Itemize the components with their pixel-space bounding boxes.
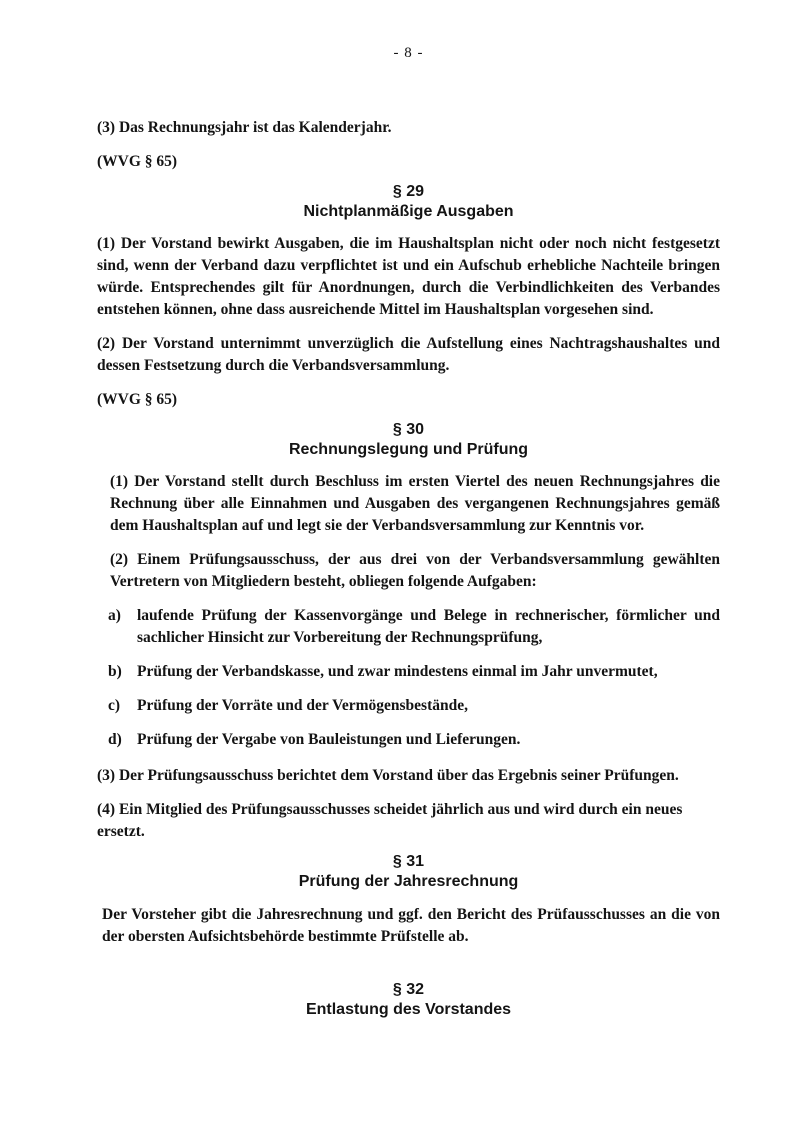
section-heading-31 <box>97 852 720 892</box>
paragraph-29-1: (1) Der Vorstand bewirkt Ausgaben, die im Haushaltsplan nicht oder noch nicht festgesetzt sind, wenn der Verband dazu verpflichtet ist und ein Aufschub erhebliche Nachteile bringen würde. Entsprechendes gilt für Anordnungen, durch die Verbindlichkeiten des Verbandes entstehen können, ohne dass ausreichende Mittel im Haushaltsplan vorgesehen sind. <box>97 235 720 318</box>
list-item-text: Prüfung der Vergabe von Bauleistungen und Lieferungen. <box>137 731 521 748</box>
list-item-text: Prüfung der Vorräte und der Vermögensbestände, <box>137 697 468 714</box>
list-item-b <box>108 661 720 683</box>
section-number-32: § 32 <box>392 981 425 998</box>
paragraph-30-2: (2) Einem Prüfungsausschuss, der aus drei von der Verbandsversammlung gewählten Vertretern von Mitgliedern besteht, obliegen folgende Aufgaben: <box>110 551 720 590</box>
section-heading-30 <box>97 420 720 460</box>
page-number: - 8 - <box>393 45 424 61</box>
list-item-label: c) <box>108 697 121 714</box>
paragraph-30-3: (3) Der Prüfungsausschuss berichtet dem Vorstand über das Ergebnis seiner Prüfungen. <box>97 767 679 784</box>
section-number-31: § 31 <box>392 853 425 870</box>
list-item-label: b) <box>108 663 122 680</box>
list-item-text: laufende Prüfung der Kassenvorgänge und Belege in rechnerischer, förmlicher und sachlicher Hinsicht zur Vorbereitung der Rechnungsprüfung, <box>137 607 720 646</box>
section-number-29: § 29 <box>392 183 425 200</box>
paragraph-30-4: (4) Ein Mitglied des Prüfungsausschusses scheidet jährlich aus und wird durch ein neues ersetzt. <box>97 801 683 840</box>
section-number-30: § 30 <box>392 421 425 438</box>
list-item-label: a) <box>108 607 121 624</box>
section-heading-29 <box>97 182 720 222</box>
section-title-30: Rechnungslegung und Prüfung <box>288 441 529 458</box>
list-item-label: d) <box>108 731 122 748</box>
wvg-reference-2: (WVG § 65) <box>97 391 178 408</box>
paragraph-rechnungsjahr: (3) Das Rechnungsjahr ist das Kalenderjahr. <box>97 119 392 136</box>
wvg-reference-1: (WVG § 65) <box>97 153 178 170</box>
paragraph-30-1: (1) Der Vorstand stellt durch Beschluss im ersten Viertel des neuen Rechnungsjahres die Rechnung über alle Einnahmen und Ausgaben des vergangenen Rechnungsjahres gemäß dem Haushaltsplan auf und legt sie der Verbandsversammlung zur Kenntnis vor. <box>110 473 720 534</box>
list-item-a <box>108 605 720 649</box>
paragraph-29-2: (2) Der Vorstand unternimmt unverzüglich die Aufstellung eines Nachtragshaushaltes und dessen Festsetzung durch die Verbandsversammlung. <box>97 335 720 374</box>
list-item-d <box>108 729 720 751</box>
list-item-c <box>108 695 720 717</box>
section-title-32: Entlastung des Vorstandes <box>305 1001 512 1018</box>
section-heading-32 <box>97 980 720 1020</box>
list-item-text: Prüfung der Verbandskasse, und zwar mindestens einmal im Jahr unvermutet, <box>137 663 658 680</box>
section-title-29: Nichtplanmäßige Ausgaben <box>303 203 514 220</box>
section-title-31: Prüfung der Jahresrechnung <box>298 873 519 890</box>
paragraph-31-1: Der Vorsteher gibt die Jahresrechnung und ggf. den Bericht des Prüfausschusses an die von der obersten Aufsichtsbehörde bestimmte Prüfstelle ab. <box>102 906 720 945</box>
